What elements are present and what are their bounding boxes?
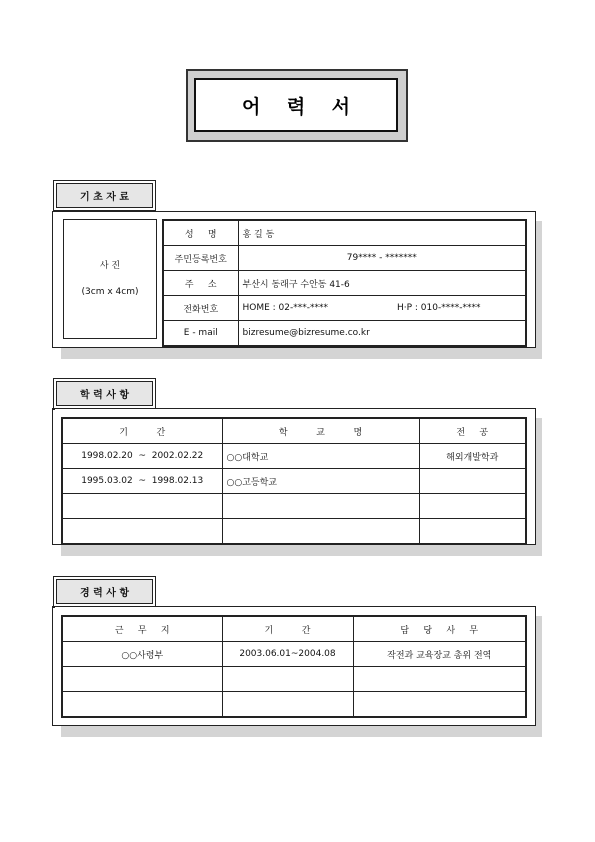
table-row xyxy=(163,321,526,347)
email-label: E - mail xyxy=(163,321,238,347)
duty-header: 담 당 사 무 xyxy=(353,616,526,642)
table-row xyxy=(62,667,526,692)
address-label: 주 소 xyxy=(163,271,238,296)
phone-label: 전화번호 xyxy=(163,296,238,321)
education-table xyxy=(61,417,527,545)
education-section-tab-label: 학 력 사 항 xyxy=(79,390,130,401)
period-cell xyxy=(222,692,353,718)
table-row xyxy=(163,220,526,246)
career-table xyxy=(61,615,527,718)
major-cell xyxy=(419,494,526,519)
school-cell: ○○고등학교 xyxy=(222,469,419,494)
table-header-row xyxy=(62,616,526,642)
id-number-value: 79**** - ******* xyxy=(238,246,526,271)
table-row xyxy=(62,692,526,718)
photo-placeholder xyxy=(63,219,157,339)
basic-info-table xyxy=(162,219,527,347)
period-cell xyxy=(62,519,222,545)
period-cell: 1995.03.02 ~ 1998.02.13 xyxy=(62,469,222,494)
school-cell: ○○대학교 xyxy=(222,444,419,469)
name-label: 성 명 xyxy=(163,220,238,246)
basic-section-tab-label: 기 초 자 료 xyxy=(79,192,130,203)
duty-cell: 작전과 교육장교 총위 전역 xyxy=(353,642,526,667)
career-section-tab-label: 경 력 사 항 xyxy=(79,588,130,599)
major-cell: 해외개발학과 xyxy=(419,444,526,469)
document-title: 어 력 서 xyxy=(242,95,350,118)
period-cell: 2003.06.01~2004.08 xyxy=(222,642,353,667)
id-number-label: 주민등록번호 xyxy=(163,246,238,271)
basic-section-tab xyxy=(53,180,156,211)
major-header: 전 공 xyxy=(419,418,526,444)
workplace-header: 근 무 지 xyxy=(62,616,222,642)
table-row xyxy=(163,246,526,271)
period-cell: 1998.02.20 ~ 2002.02.22 xyxy=(62,444,222,469)
table-row xyxy=(62,519,526,545)
major-cell xyxy=(419,519,526,545)
workplace-cell xyxy=(62,692,222,718)
workplace-cell xyxy=(62,667,222,692)
school-cell xyxy=(222,519,419,545)
school-cell xyxy=(222,494,419,519)
photo-size: (3cm x 4cm) xyxy=(81,287,139,297)
career-section-tab xyxy=(53,576,156,607)
photo-label: 사 진 xyxy=(99,261,121,271)
major-cell xyxy=(419,469,526,494)
table-row xyxy=(62,444,526,469)
table-row xyxy=(62,469,526,494)
duty-cell xyxy=(353,692,526,718)
home-phone-value: HOME : 02-***-**** xyxy=(238,296,383,321)
email-value: bizresume@bizresume.co.kr xyxy=(238,321,526,347)
table-row xyxy=(62,642,526,667)
school-header: 학 교 명 xyxy=(222,418,419,444)
mobile-phone-value: H·P : 010-****-**** xyxy=(383,296,526,321)
name-value: 홍 길 동 xyxy=(238,220,526,246)
period-header: 기 간 xyxy=(62,418,222,444)
table-row xyxy=(163,271,526,296)
table-header-row xyxy=(62,418,526,444)
address-value: 부산시 동래구 수안동 41-6 xyxy=(238,271,526,296)
table-row xyxy=(62,494,526,519)
duty-cell xyxy=(353,667,526,692)
workplace-cell: ○○사령부 xyxy=(62,642,222,667)
education-section-tab xyxy=(53,378,156,409)
period-cell xyxy=(222,667,353,692)
period-header: 기 간 xyxy=(222,616,353,642)
table-row xyxy=(163,296,526,321)
period-cell xyxy=(62,494,222,519)
title-box xyxy=(194,78,398,132)
